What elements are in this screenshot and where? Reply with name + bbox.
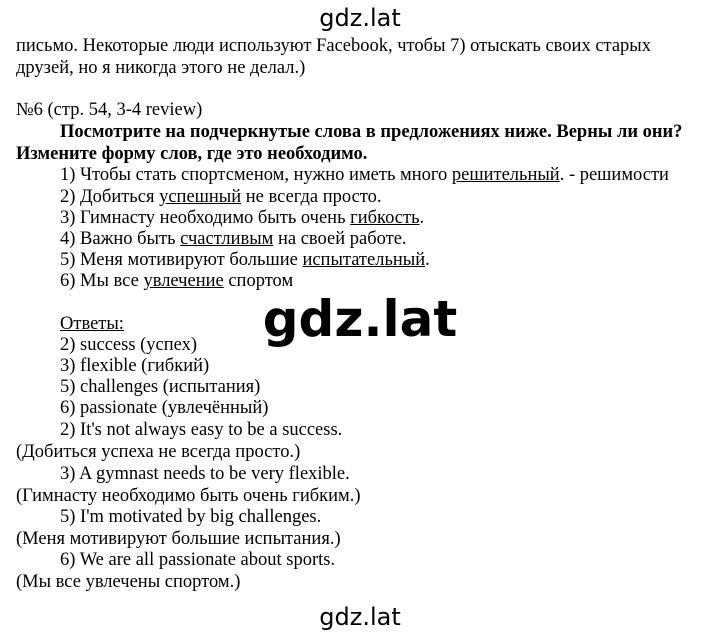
answer-sentence-en: 2) It's not always easy to be a success. — [60, 420, 343, 440]
answer-word: 2) success (успех) — [60, 335, 198, 355]
underlined-word: счастливым — [180, 229, 274, 249]
exercise-item — [60, 271, 293, 292]
answer-sentence-en: 5) I'm motivated by big challenges. — [60, 507, 322, 527]
intro-line-1: письмо. Некоторые люди используют Facebook, чтобы 7) отыскать своих старых — [16, 36, 651, 56]
answer-sentence-en: 6) We are all passionate about sports. — [60, 550, 336, 570]
exercise-item — [60, 229, 407, 250]
answer-sentence-ru: (Добиться успеха не всегда просто.) — [16, 442, 301, 462]
answer-word: 3) flexible (гибкий) — [60, 356, 210, 376]
item-text: 4) Важно быть — [60, 229, 181, 249]
answers-header: Ответы: — [60, 314, 124, 334]
answer-sentence-en: 3) A gymnast needs to be very flexible. — [60, 464, 350, 484]
item-text: 3) Гимнасту необходимо быть очень — [60, 208, 351, 228]
exercise-number: №6 (стр. 54, 3-4 review) — [16, 100, 203, 120]
exercise-item — [60, 208, 424, 229]
underlined-word: успешный — [159, 187, 242, 207]
underlined-word: испытательный — [302, 250, 426, 270]
exercise-item — [60, 187, 382, 208]
watermark-bottom: gdz.lat — [319, 603, 401, 631]
answer-sentence-ru: (Мы все увлечены спортом.) — [16, 572, 241, 592]
item-text: . - решимости — [559, 165, 669, 185]
answer-sentence-ru: (Гимнасту необходимо быть очень гибким.) — [16, 486, 361, 506]
answer-word: 5) challenges (испытания) — [60, 377, 261, 397]
item-text: не всегда просто. — [241, 187, 382, 207]
item-text: спортом — [223, 271, 294, 291]
item-text: на своей работе. — [273, 229, 407, 249]
item-text: . — [425, 250, 430, 270]
item-text: 5) Меня мотивируют большие — [60, 250, 303, 270]
watermark-center: gdz.lat — [262, 290, 458, 348]
answer-word: 6) passionate (увлечённый) — [60, 398, 269, 418]
underlined-word: решительный — [451, 165, 560, 185]
instruction-line-1: Посмотрите на подчеркнутые слова в предложениях ниже. Верны ли они? — [60, 122, 683, 142]
item-text: . — [419, 208, 425, 228]
answer-sentence-ru: (Меня мотивируют большие испытания.) — [16, 529, 341, 549]
underlined-word: гибкость — [350, 208, 420, 228]
exercise-item — [60, 250, 430, 271]
exercise-item — [60, 165, 669, 186]
underlined-word: увлечение — [143, 271, 224, 291]
intro-line-2: друзей, но я никогда этого не делал.) — [16, 58, 306, 78]
watermark-top: gdz.lat — [319, 4, 401, 32]
item-text: 1) Чтобы стать спортсменом, нужно иметь много — [60, 165, 452, 185]
item-text: 2) Добиться — [60, 187, 160, 207]
item-text: 6) Мы все — [60, 271, 144, 291]
instruction-line-2: Измените форму слов, где это необходимо. — [16, 144, 368, 164]
